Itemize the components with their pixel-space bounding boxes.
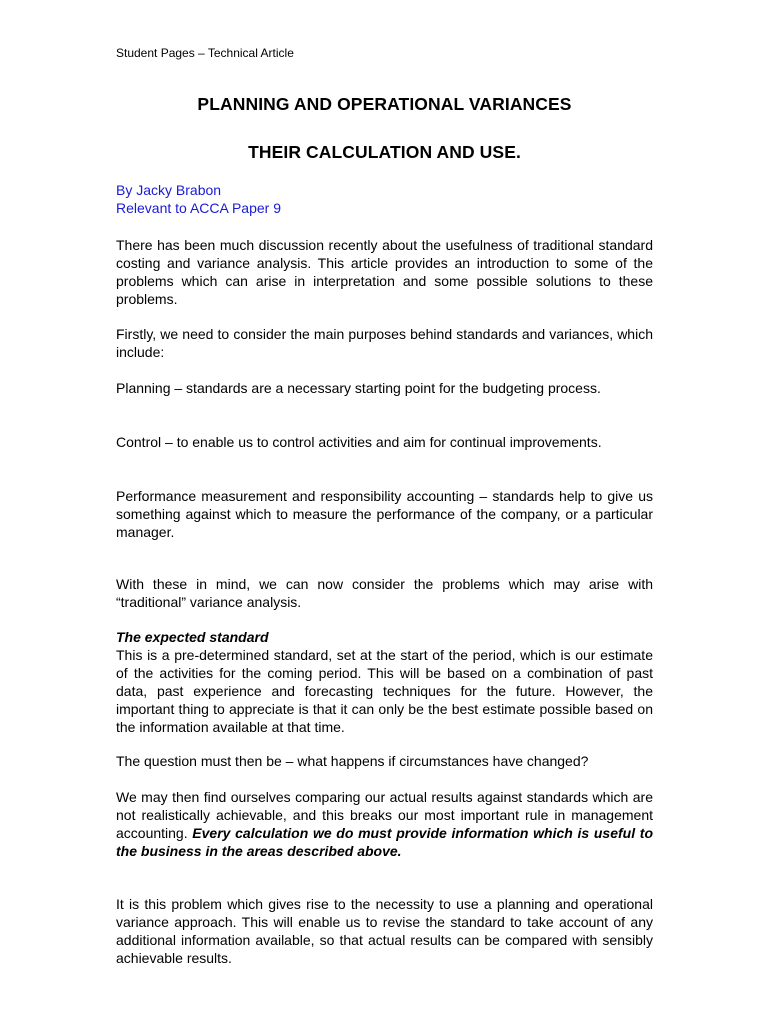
author-line: By Jacky Brabon (116, 182, 222, 198)
article-subtitle: THEIR CALCULATION AND USE. (248, 142, 521, 162)
relevance-line: Relevant to ACCA Paper 9 (116, 200, 281, 216)
intro-paragraph: There has been much discussion recently about the usefulness of traditional standard costing and variance analysis. This article provides an introduction to some of the problems which can arise in interpretation and some possible solutions to these problems. (116, 237, 653, 307)
approach-paragraph: It is this problem which gives rise to the necessity to use a planning and operational variance approach. This will enable us to revise the standard to take account of any additional information available, so that actual results can be compared with sensibly achievable results. (116, 896, 653, 966)
problems-paragraph: With these in mind, we can now consider the problems which may arise with “traditional” variance analysis. (116, 576, 653, 610)
comparing-paragraph (116, 788, 653, 860)
purposes-paragraph: Firstly, we need to consider the main purposes behind standards and variances, which include: (116, 326, 653, 360)
expected-standard-body: This is a pre-determined standard, set at the start of the period, which is our estimate of the activities for the coming period. This will be based on a combination of past data, past experience and forecasting techniques for the future. However, the important thing to appreciate is that it can only be the best estimate possible based on the information available at that time. (116, 647, 653, 735)
page-header: Student Pages – Technical Article (116, 46, 294, 60)
emphasis-text: Every calculation we do must provide information which is useful to the business in the areas described above. (116, 825, 653, 859)
expected-standard-section (116, 628, 653, 736)
planning-paragraph: Planning – standards are a necessary starting point for the budgeting process. (116, 380, 601, 396)
comparing-text: We may then find ourselves comparing our actual results against standards which are not realistically achievable, and this breaks our most important rule in management accounting. (116, 789, 653, 841)
question-paragraph: The question must then be – what happens if circumstances have changed? (116, 753, 589, 769)
section-heading: The expected standard (116, 629, 269, 645)
performance-paragraph: Performance measurement and responsibility accounting – standards help to give us something against which to measure the performance of the company, or a particular manager. (116, 488, 653, 540)
control-paragraph: Control – to enable us to control activities and aim for continual improvements. (116, 434, 602, 450)
article-title: PLANNING AND OPERATIONAL VARIANCES (197, 94, 572, 114)
